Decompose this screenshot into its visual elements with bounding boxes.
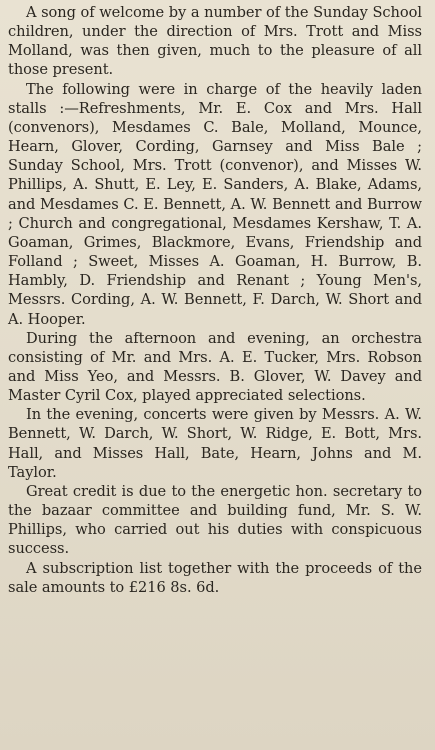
paragraph-proceeds: A subscription list together with the proceeds of the sale amounts to £216 8s. 6d. <box>8 559 422 596</box>
paragraph-secretary-credit: Great credit is due to the energetic hon. secretary to the bazaar committee and building fund, Mr. S. W. Phillips, who carried out his duties with conspicuous success. <box>8 482 422 558</box>
paragraph-stall-holders: The following were in charge of the heavily laden stalls :—Refreshments, Mr. E. Cox and Mrs. Hall (convenors), Mesdames C. Bale, Molland, Mounce, Hearn, Glover, Cording, Garnsey and Miss Bale ; Sunday School, Mrs. Trott (convenor), and Misses W. Phillips, A. Shutt, E. Ley, E. Sanders, A. Blake, Adams, and Mesdames C. E. Bennett, A. W. Bennett and Burrow ; Church and congregational, Mesdames Kershaw, T. A. Goaman, Grimes, Blackmore, Evans, Friendship and Folland ; Sweet, Misses A. Goaman, H. Burrow, B. Hambly, D. Friendship and Renant ; Young Men's, Messrs. Cording, A. W. Bennett, F. Darch, W. Short and A. Hooper. <box>8 80 422 328</box>
paragraph-song-of-welcome: A song of welcome by a number of the Sunday School children, under the direction of Mrs. Trott and Miss Molland, was then given, much to the pleasure of all those present. <box>8 4 422 79</box>
article-body <box>8 3 422 597</box>
paragraph-orchestra: During the afternoon and evening, an orchestra consisting of Mr. and Mrs. A. E. Tucker, Mrs. Robson and Miss Yeo, and Messrs. B. Glover, W. Davey and Master Cyril Cox, played appreciated selections. <box>8 329 422 405</box>
paragraph-evening-concerts: In the evening, concerts were given by Messrs. A. W. Bennett, W. Darch, W. Short, W. Ridge, E. Bott, Mrs. Hall, and Misses Hall, Bate, Hearn, Johns and M. Taylor. <box>8 406 422 481</box>
